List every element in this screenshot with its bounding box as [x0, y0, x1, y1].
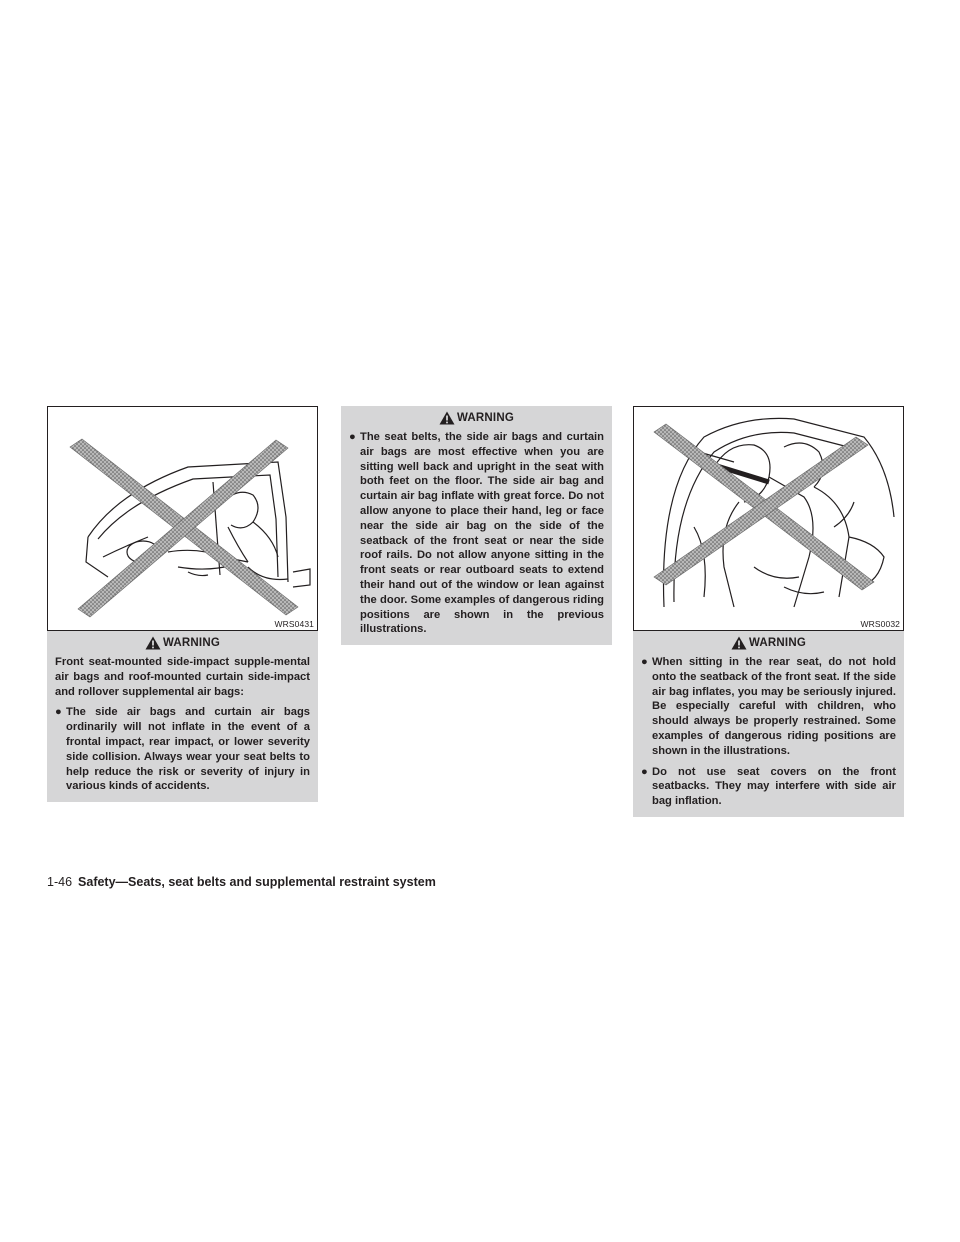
- warning-title: WARNING: [163, 636, 220, 649]
- warning-header: [55, 631, 310, 655]
- bullet-dot-icon: ●: [641, 765, 648, 778]
- column-left: [47, 406, 318, 802]
- warning-triangle-icon: [731, 636, 747, 650]
- warning-box-side-airbags: [47, 631, 318, 802]
- warning-title: WARNING: [457, 411, 514, 424]
- warning-header: [349, 406, 604, 430]
- warning-intro: Front seat-mounted side-impact supple-mental air bags and roof-mounted curtain side-impact and rollover supplemental air bags:: [55, 656, 310, 698]
- warning-box-seating-position: [341, 406, 612, 645]
- list-item: ● When sitting in the rear seat, do not hold onto the seatback of the front seat. If the side air bag inflates, you may be seriously injured. Be especially careful with children, who should always be properly restrained. Some examples of dangerous riding positions are shown in the illustrations.: [641, 656, 896, 757]
- illustration-driver-leaning-out-window: [47, 406, 318, 631]
- column-right: [633, 406, 904, 817]
- warning-triangle-icon: [439, 411, 455, 425]
- car-window-illustration: [48, 407, 317, 630]
- list-item: ● The side air bags and curtain air bags ordinarily will not inflate in the event of a frontal impact, rear impact, or lower severity side collision. Always wear your seat belts to help reduce the risk or severity of injury in various kinds of accidents.: [55, 706, 310, 793]
- column-middle: [341, 406, 612, 645]
- section-title: Safety—Seats, seat belts and supplemental restraint system: [78, 875, 436, 889]
- rear-seat-illustration: [634, 407, 903, 630]
- bullet-dot-icon: ●: [641, 656, 648, 668]
- warning-triangle-icon: [145, 636, 161, 650]
- warning-header: [641, 631, 896, 655]
- page-footer: [47, 875, 436, 889]
- page-number: 1-46: [47, 875, 73, 889]
- figure-code: WRS0032: [860, 619, 900, 629]
- illustration-rear-passenger-holding-seatback: [633, 406, 904, 631]
- warning-box-rear-seat: [633, 631, 904, 817]
- list-item: ● Do not use seat covers on the front seatbacks. They may interfere with side air bag inflation.: [641, 765, 896, 808]
- list-item: ● The seat belts, the side air bags and curtain air bags are most effective when you are sitting well back and upright in the seat with both feet on the floor. The side air bag and curtain air bag inflate with great force. Do not allow anyone to place their hand, leg or face near the side air bag on the side of the seatback of the front seat or near the side roof rails. Do not allow anyone sitting in the front seats or rear outboard seats to extend their hand out of the window or lean against the door. Some examples of dangerous riding positions are shown in the previous illustrations.: [349, 431, 604, 636]
- figure-code: WRS0431: [274, 619, 314, 629]
- warning-title: WARNING: [749, 636, 806, 649]
- bullet-dot-icon: ●: [349, 431, 356, 443]
- bullet-dot-icon: ●: [55, 706, 62, 719]
